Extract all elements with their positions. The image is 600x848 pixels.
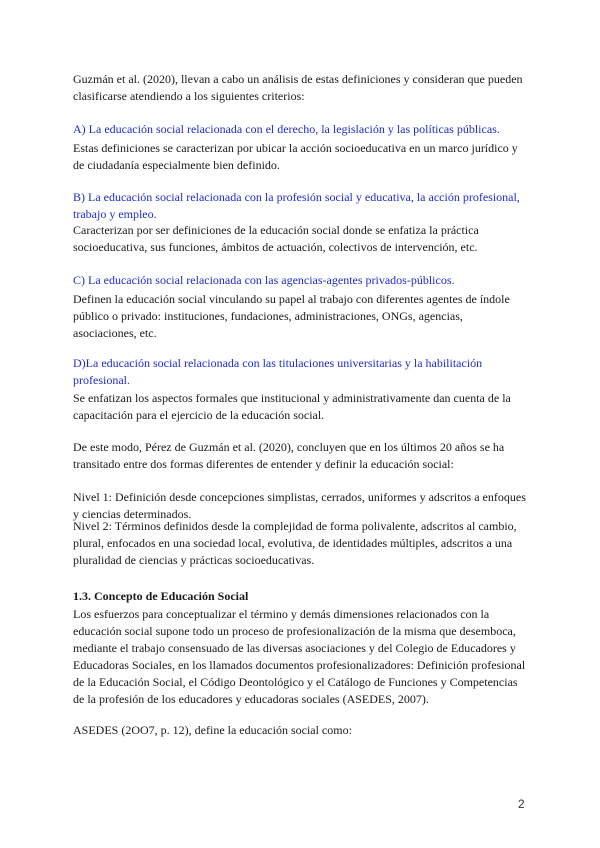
page-number: 2 — [518, 797, 525, 811]
criterion-a-title: A) La educación social relacionada con el derecho, la legislación y las políticas públicas. — [73, 122, 500, 136]
criterion-d-body: Se enfatizan los aspectos formales que institucional y administrativamente dan cuenta de la capacitación para el ejercicio de la educación social. — [73, 391, 511, 422]
criterion-b-title: B) La educación social relacionada con la profesión social y educativa, la acción profesional, trabajo y empleo. — [73, 190, 520, 221]
criterion-a-body: Estas definiciones se caracterizan por ubicar la acción socioeducativa en un marco jurídico y de ciudadanía especialmente bien definido. — [73, 141, 518, 172]
criterion-c-body: Definen la educación social vinculando su papel al trabajo con diferentes agentes de índole público o privado: instituciones, fundaciones, administraciones, ONGs, agencias, asociaciones, etc. — [73, 292, 510, 340]
level-1-item: Nivel 1: Definición desde concepciones simplistas, cerrados, uniformes y adscritos a enfoques y ciencias determinados. — [73, 490, 526, 521]
asedes-paragraph: ASEDES (2OO7, p. 12), define la educación social como: — [73, 723, 352, 737]
criterion-b-body: Caracterizan por ser definiciones de la educación social donde se enfatiza la práctica socioeducativa, sus funciones, ámbitos de actuación, colectivos de intervención, etc. — [73, 223, 479, 254]
section-body-paragraph: Los esfuerzos para conceptualizar el término y demás dimensiones relacionados con la educación social supone todo un proceso de profesionalización de la misma que desemboca, mediante el trabajo consensuado de las diversas asociaciones y del Colegio de Educadores y Educadoras Sociales, en los llamados documentos profesionalizadores: Definición profesional de la Educación Social, el Código Deontológico y el Catálogo de Funciones y Competencias de la profesión de los educadores y educadoras sociales (ASEDES, 2007). — [73, 607, 526, 706]
level-2-item: Nivel 2: Términos definidos desde la complejidad de forma polivalente, adscritos al cambio, plural, enfocados en una sociedad local, evolutiva, de identidades múltiples, adscritos a una pluralidad de ciencias y prácticas socioeducativas. — [73, 519, 517, 567]
section-heading: 1.3. Concepto de Educación Social — [73, 589, 249, 603]
conclusion-paragraph: De este modo, Pérez de Guzmán et al. (2020), concluyen que en los últimos 20 años se ha transitado entre dos formas diferentes de entender y definir la educación social: — [73, 440, 505, 471]
criterion-c-title: C) La educación social relacionada con las agencias-agentes privados-públicos. — [73, 273, 455, 287]
criterion-d-title: D)La educación social relacionada con las titulaciones universitarias y la habilitación profesional. — [73, 356, 483, 387]
intro-paragraph: Guzmán et al. (2020), llevan a cabo un análisis de estas definiciones y consideran que pueden clasificarse atendiendo a los siguientes criterios: — [73, 72, 523, 103]
